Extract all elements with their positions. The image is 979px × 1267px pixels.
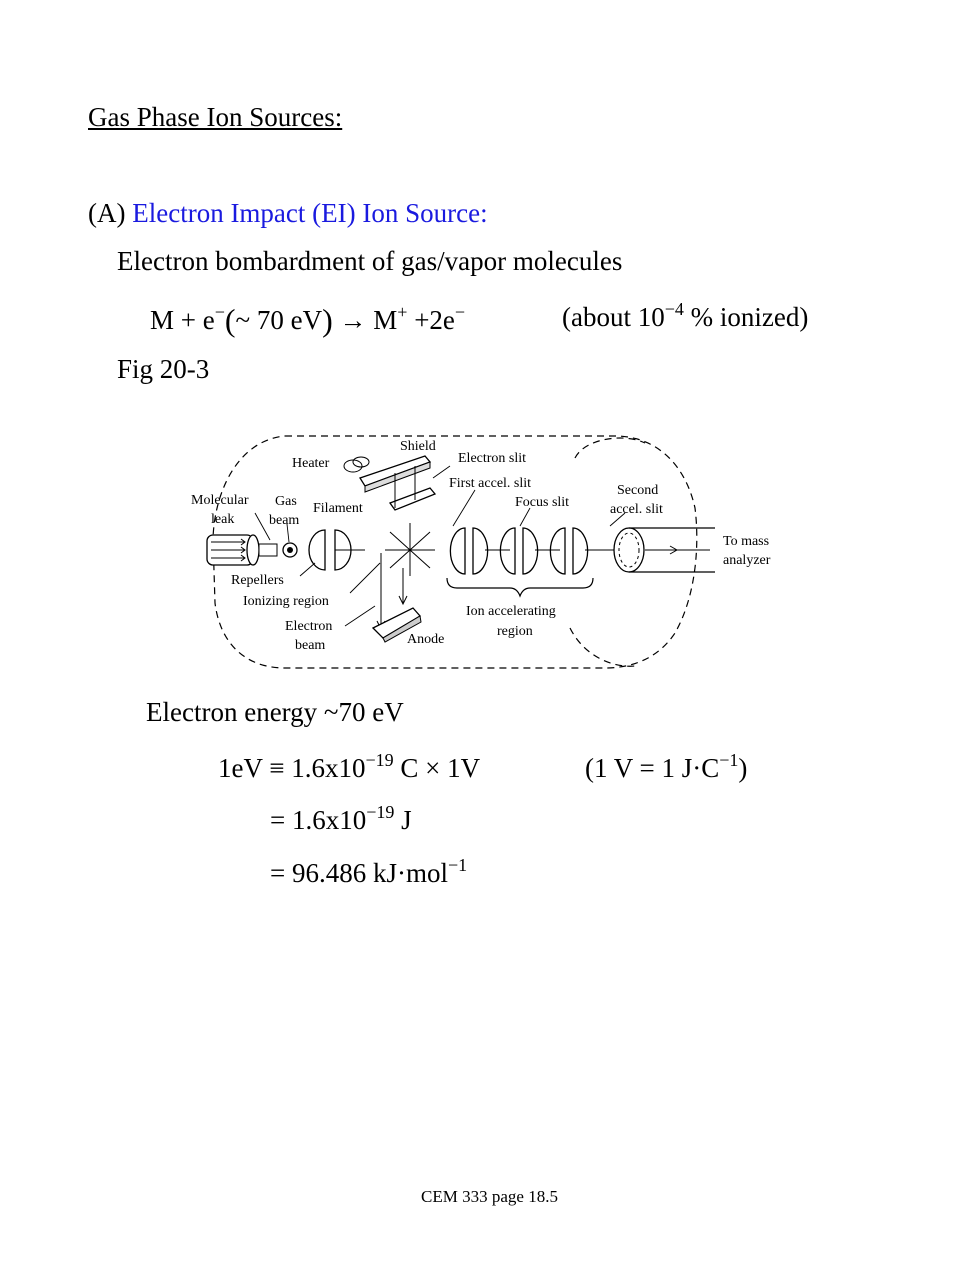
note-suffix: % ionized) <box>683 302 809 332</box>
eq-rhs-e: +2e <box>414 305 455 335</box>
section-prefix: (A) <box>88 198 133 228</box>
label-electron-beam-1: Electron <box>285 619 333 634</box>
math-line-1 <box>218 750 481 784</box>
label-shield: Shield <box>400 439 436 454</box>
math2-prefix: = 1.6x10 <box>270 805 367 835</box>
eq-lhs-sup: − <box>214 302 225 322</box>
description-line: Electron bombardment of gas/vapor molecules <box>117 246 623 276</box>
eq-rhs-m: M <box>373 305 398 335</box>
label-first-accel-slit: First accel. slit <box>449 476 532 491</box>
eq-rhs-m-sup: + <box>397 302 408 322</box>
accel-bracket <box>447 578 593 596</box>
label-second-accel-2: accel. slit <box>610 502 663 517</box>
label-gas-2: beam <box>269 513 300 528</box>
label-anode: Anode <box>407 632 445 647</box>
label-second-accel-1: Second <box>617 483 659 498</box>
right-dashed-arc <box>575 438 645 458</box>
math3-exp: −1 <box>447 855 468 875</box>
label-to-mass-2: analyzer <box>723 553 771 568</box>
math2-rest: J <box>394 805 412 835</box>
page-footer: CEM 333 page 18.5 <box>421 1187 558 1206</box>
reaction-equation: M + e−(~ 70 eV) → M+ +2e− <box>150 302 466 338</box>
label-repellers: Repellers <box>231 573 284 588</box>
math-note <box>585 750 748 784</box>
label-filament: Filament <box>313 501 363 516</box>
eq-rhs-e-sup: − <box>454 302 466 322</box>
math3-prefix: = 96.486 kJ·mol <box>270 858 448 888</box>
note-prefix: (about 10 <box>562 302 665 332</box>
math-line-2 <box>270 802 412 836</box>
label-heater: Heater <box>292 456 330 471</box>
label-ionizing-region: Ionizing region <box>243 594 329 609</box>
label-molecular-1: Molecular <box>191 493 249 508</box>
energy-line: Electron energy ~70 eV <box>146 697 404 727</box>
note-suffix-2: ) <box>738 753 748 783</box>
label-gas-1: Gas <box>275 494 297 509</box>
section-suffix: : <box>480 198 488 228</box>
eq-energy: ~ 70 eV <box>235 305 323 335</box>
label-ion-accel-1: Ion accelerating <box>466 604 556 619</box>
math1-lhs: 1eV ≡ 1.6x10 <box>218 753 366 783</box>
math1-rest: C × 1V <box>393 753 481 783</box>
label-ion-accel-2: region <box>497 624 533 639</box>
eq-arrow: → <box>339 305 367 335</box>
ionizing-burst <box>385 523 435 576</box>
label-focus-slit: Focus slit <box>515 495 570 510</box>
label-electron-slit: Electron slit <box>458 451 527 466</box>
eq-lhs: M + e <box>150 305 215 335</box>
note-prefix-2: (1 V = 1 J·C <box>585 753 720 783</box>
note-exp: −4 <box>664 299 684 319</box>
right-dashed-arc-2 <box>570 628 635 666</box>
accel-slits <box>450 528 587 574</box>
math2-exp: −19 <box>366 802 395 822</box>
section-title <box>88 198 488 229</box>
label-electron-beam-2: beam <box>295 638 326 653</box>
molecular-leak <box>207 535 277 565</box>
math1-exp: −19 <box>365 750 394 770</box>
figure-reference: Fig 20-3 <box>117 354 210 384</box>
math-line-3 <box>270 855 468 889</box>
label-molecular-2: leak <box>211 512 235 527</box>
ei-ion-source-diagram <box>185 428 795 673</box>
section-title-text: Electron Impact (EI) Ion Source <box>132 198 481 228</box>
note-exp-2: −1 <box>719 750 739 770</box>
page-heading: Gas Phase Ion Sources: <box>88 102 343 132</box>
ionization-note <box>562 299 809 333</box>
label-to-mass-1: To mass <box>723 534 770 549</box>
repeller <box>309 530 325 570</box>
